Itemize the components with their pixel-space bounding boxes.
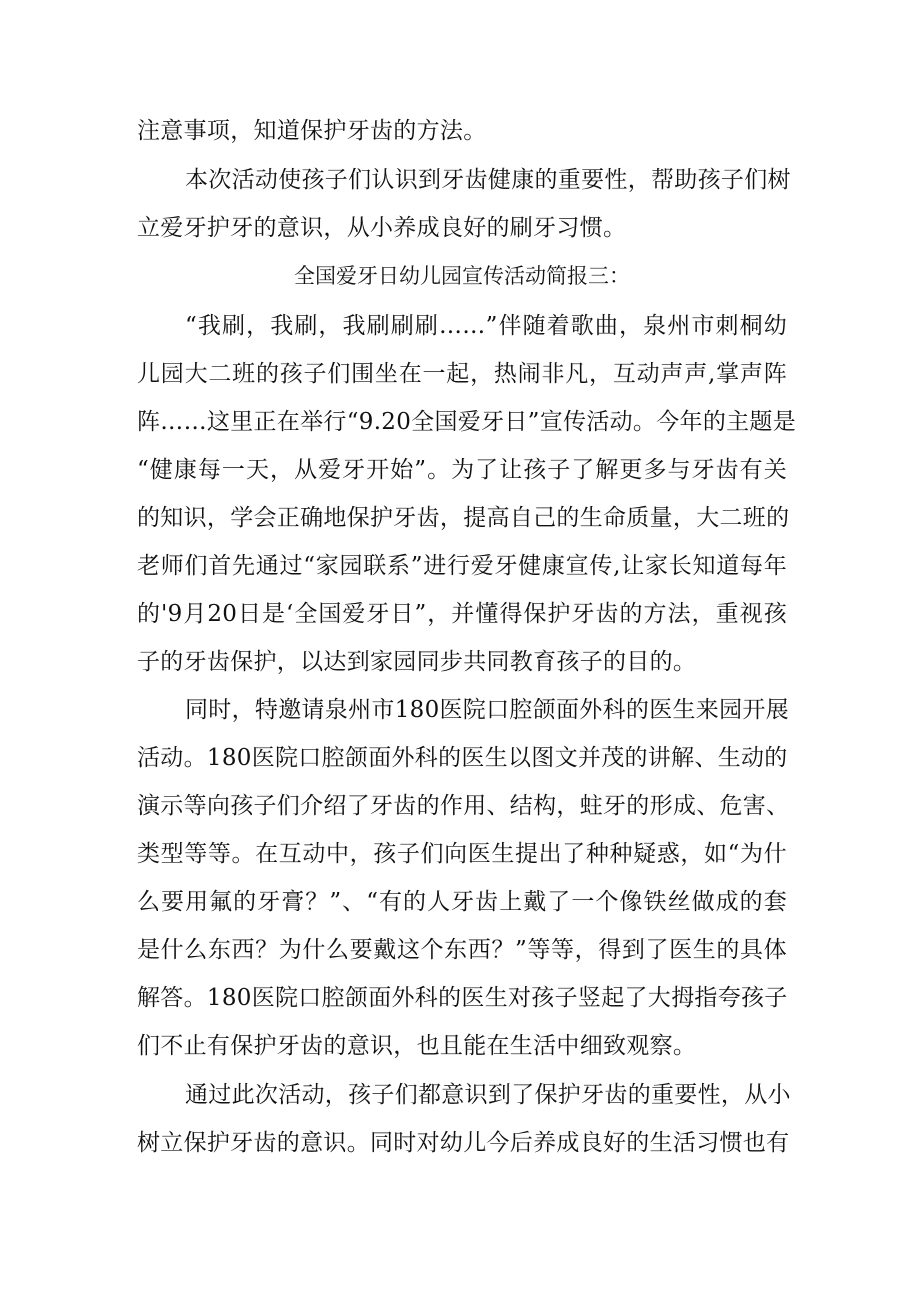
text-line: 通过此次活动，孩子们都意识到了保护牙齿的重要性，从小 bbox=[185, 1082, 791, 1108]
text-line: 的知识，学会正确地保护牙齿，提高自己的生命质量，大二班的 bbox=[137, 505, 790, 531]
text-line: 么要用氟的牙膏？”、“有的人牙齿上戴了一个像铁丝做成的套 bbox=[137, 889, 787, 915]
text-line: 解答。180医院口腔颌面外科的医生对孩子竖起了大拇指夸孩子 bbox=[137, 985, 788, 1011]
section-heading: 全国爱牙日幼儿园宣传活动简报三： bbox=[294, 264, 630, 288]
text-line: “健康每一天，从爱牙开始”。为了让孩子了解更多与牙齿有关 bbox=[137, 457, 787, 483]
text-line: 儿园大二班的孩子们围坐在一起，热闹非凡，互动声声,掌声阵 bbox=[137, 361, 787, 387]
text-line: “我刷，我刷，我刷刷刷……”伴随着歌曲，泉州市刺桐幼 bbox=[185, 313, 787, 339]
text-line: 同时，特邀请泉州市180医院口腔颌面外科的医生来园开展 bbox=[185, 697, 789, 723]
text-line: 是什么东西？为什么要戴这个东西？”等等，得到了医生的具体 bbox=[137, 937, 787, 963]
text-line: 立爱牙护牙的意识，从小养成良好的刷牙习惯。 bbox=[137, 215, 627, 241]
text-line: 演示等向孩子们介绍了牙齿的作用、结构，蛀牙的形成、危害、 bbox=[137, 793, 790, 819]
text-line: 类型等等。在互动中，孩子们向医生提出了种种疑惑，如“为什 bbox=[137, 841, 787, 867]
text-line: 子的牙齿保护，以达到家园同步共同教育孩子的目的。 bbox=[137, 649, 697, 675]
text-line: 的'9月20日是‘全国爱牙日”，并懂得保护牙齿的方法，重视孩 bbox=[137, 601, 787, 627]
text-line: 活动。180医院口腔颌面外科的医生以图文并茂的讲解、生动的 bbox=[137, 745, 788, 771]
text-line: 们不止有保护牙齿的意识，也且能在生活中细致观察。 bbox=[137, 1033, 697, 1059]
text-line: 阵……这里正在举行“9.20全国爱牙日”宣传活动。今年的主题是 bbox=[137, 409, 797, 435]
text-line: 注意事项，知道保护牙齿的方法。 bbox=[137, 118, 487, 144]
text-line: 树立保护牙齿的意识。同时对幼儿今后养成良好的生活习惯也有 bbox=[137, 1130, 790, 1156]
text-line: 本次活动使孩子们认识到牙齿健康的重要性，帮助孩子们树 bbox=[185, 167, 791, 193]
text-line: 老师们首先通过“家园联系”进行爱牙健康宣传,让家长知道每年 bbox=[137, 553, 787, 579]
